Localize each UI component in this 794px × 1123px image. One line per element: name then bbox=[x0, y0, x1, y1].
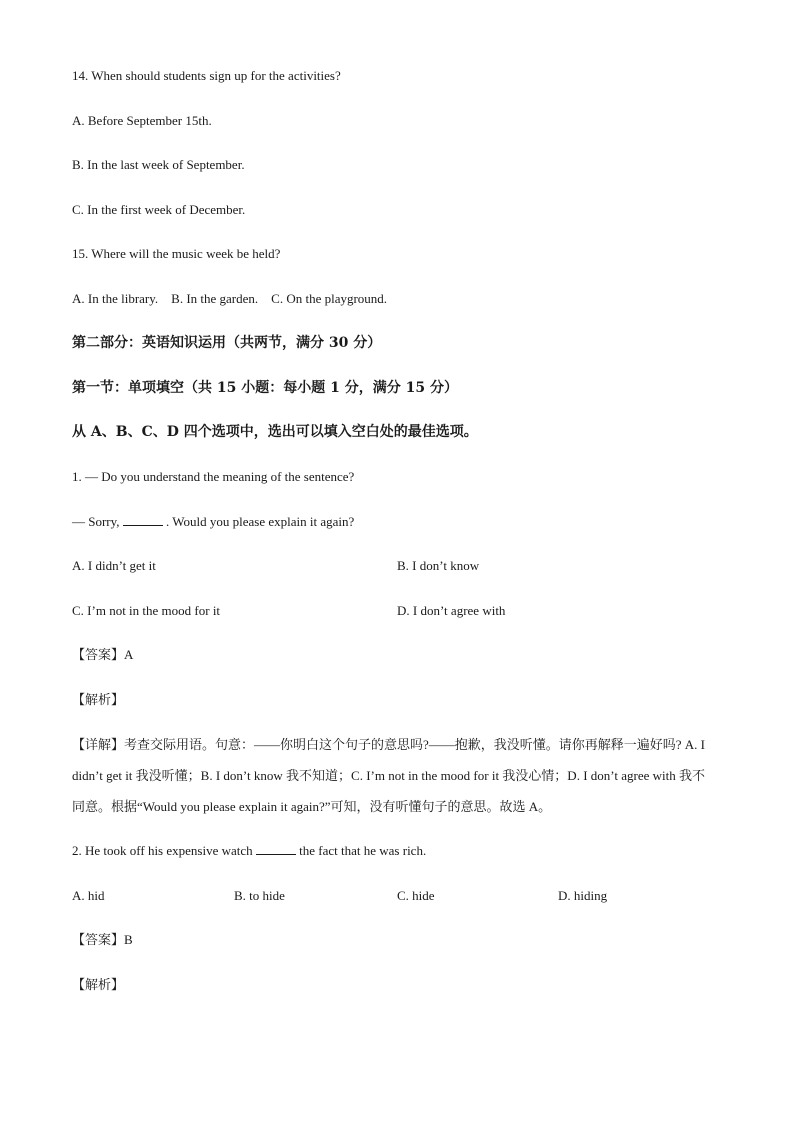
question-1-stem-part-b: . Would you please explain it again? bbox=[162, 514, 355, 529]
question-1-stem-line1: 1. — Do you understand the meaning of the sentence? bbox=[72, 469, 355, 484]
question-14-option-a: A. Before September 15th. bbox=[72, 113, 212, 128]
section-instruction: 从 A、B、C、D 四个选项中，选出可以填入空白处的最佳选项。 bbox=[72, 424, 478, 440]
question-2-answer bbox=[72, 931, 133, 949]
answer-value: A bbox=[124, 647, 134, 662]
question-15-stem: 15. Where will the music week be held? bbox=[72, 246, 281, 261]
question-14-option-b: B. In the last week of September. bbox=[72, 157, 245, 172]
question-2-stem bbox=[72, 842, 426, 860]
answer-value: B bbox=[124, 932, 133, 947]
question-1-analysis-label: 【解析】 bbox=[72, 692, 125, 707]
question-1-answer bbox=[72, 646, 133, 664]
question-2-analysis-label: 【解析】 bbox=[72, 977, 125, 992]
question-2-option-d: D. hiding bbox=[558, 888, 608, 903]
question-1-option-b: B. I don’t know bbox=[397, 558, 480, 573]
question-2-stem-part-a: 2. He took off his expensive watch bbox=[72, 843, 256, 858]
question-1-stem-line2 bbox=[72, 513, 354, 531]
question-2-option-c: C. hide bbox=[397, 888, 435, 903]
question-14-stem: 14. When should students sign up for the activities? bbox=[72, 68, 341, 83]
question-1-option-c: C. I’m not in the mood for it bbox=[72, 603, 221, 618]
question-1-option-d: D. I don’t agree with bbox=[397, 603, 506, 618]
question-2-stem-part-b: the fact that he was rich. bbox=[295, 843, 427, 858]
section-one-title: 第一节：单项填空（共 15 小题：每小题 1 分，满分 15 分） bbox=[72, 380, 458, 396]
answer-blank bbox=[256, 842, 296, 855]
question-1-stem-part-a: — Sorry, bbox=[72, 514, 123, 529]
question-1-option-a: A. I didn’t get it bbox=[72, 558, 156, 573]
answer-label: 【答案】 bbox=[72, 932, 125, 947]
answer-label: 【答案】 bbox=[72, 647, 125, 662]
question-2-option-b: B. to hide bbox=[234, 888, 285, 903]
question-1-detail: 【详解】考查交际用语。句意：——你明白这个句子的意思吗?——抱歉，我没听懂。请你再解释一遍好吗? A. I didn’t get it 我没听懂；B. I don’t know 我不知道；C. I’m not in the mood for it 我没心情；D. I don’t agree with 我不同意。根据“Would you please explain it again?”可知，没有听懂句子的意思。故选 A。 bbox=[72, 737, 706, 814]
part-two-title: 第二部分：英语知识运用（共两节，满分 30 分） bbox=[72, 335, 382, 351]
question-2-option-a: A. hid bbox=[72, 888, 105, 903]
answer-blank bbox=[123, 513, 163, 526]
question-14-option-c: C. In the first week of December. bbox=[72, 202, 246, 217]
question-15-options: A. In the library. B. In the garden. C. On the playground. bbox=[72, 291, 388, 306]
